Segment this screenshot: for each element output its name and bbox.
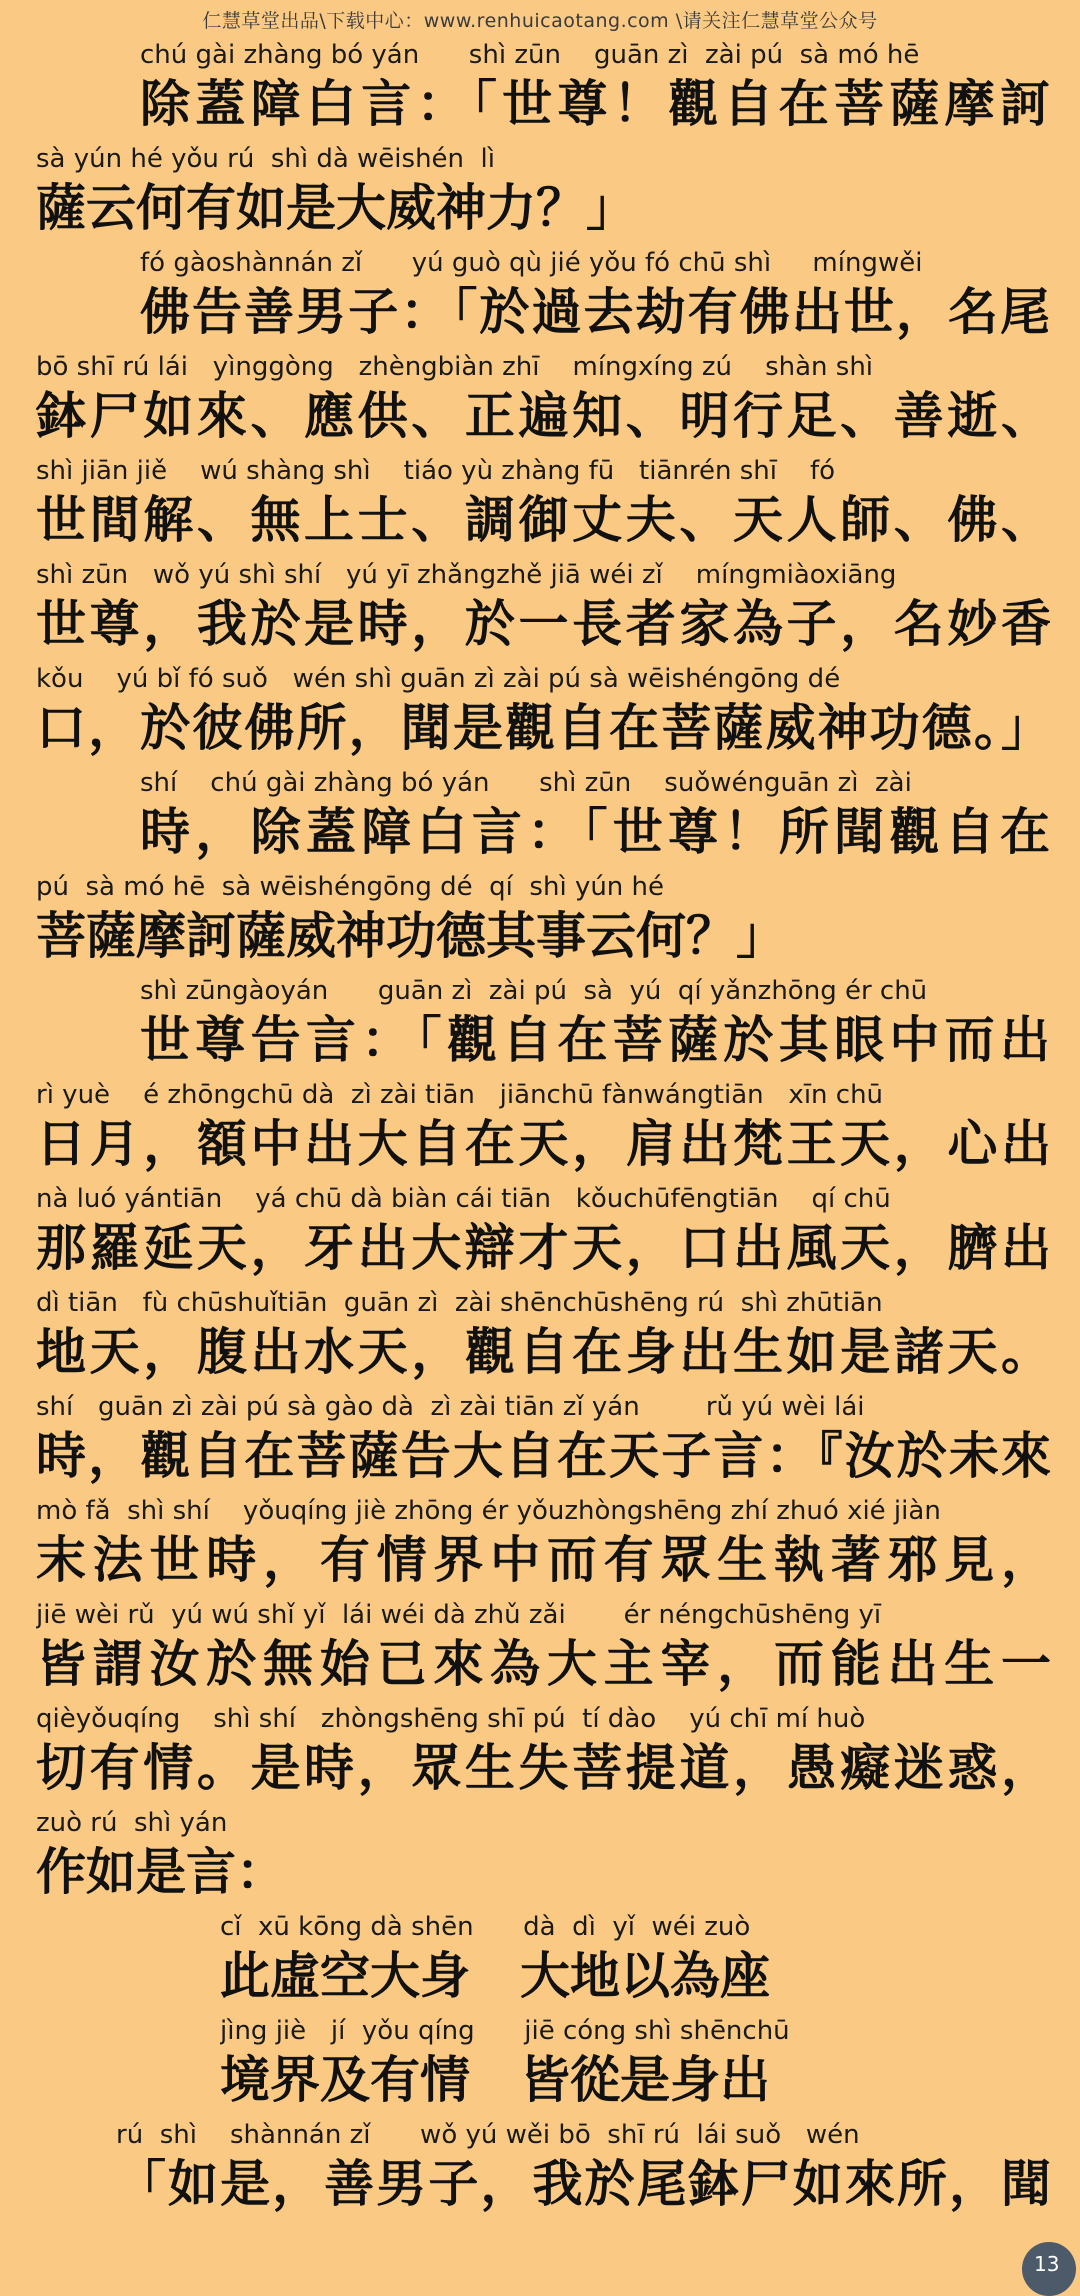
chinese-text: 皆謂汝於無始已來為大主宰，而能出生一 — [36, 1635, 1051, 1693]
chinese-text: 世尊告言：「觀自在菩薩於其眼中而出 — [140, 1011, 1050, 1069]
pinyin-annotation: fó gàoshànnán zǐ yú guò qù jié yǒu fó chū shì míngwěi — [140, 248, 923, 278]
chinese-text: 境界及有情 皆從是身出 — [220, 2051, 770, 2109]
verse-line — [220, 2016, 900, 2122]
verse-line — [220, 1912, 900, 2018]
text-line — [36, 1496, 1051, 1602]
text-line — [36, 1704, 1051, 1810]
pinyin-annotation: nà luó yántiān yá chū dà biàn cái tiān kǒuchūfēngtiān qí chū — [36, 1184, 891, 1214]
text-line — [36, 1288, 1051, 1394]
text-line — [36, 1080, 1051, 1186]
chinese-text: 時，除蓋障白言：「世尊！所聞觀自在 — [140, 803, 1050, 861]
chinese-text: 地天，腹出水天，觀自在身出生如是諸天。 — [36, 1323, 1051, 1381]
chinese-text: 日月，額中出大自在天，肩出梵王天，心出 — [36, 1115, 1051, 1173]
text-line — [140, 976, 1050, 1082]
pinyin-annotation: jìng jiè jí yǒu qíng jiē cóng shì shēnchū — [220, 2016, 790, 2046]
pinyin-annotation: mò fǎ shì shí yǒuqíng jiè zhōng ér yǒuzhòngshēng zhí zhuó xié jiàn — [36, 1496, 941, 1526]
text-line — [140, 248, 1050, 354]
page-number-badge: 13 — [1022, 2242, 1076, 2296]
chinese-text: 世尊，我於是時，於一長者家為子，名妙香 — [36, 595, 1051, 653]
chinese-text: 末法世時，有情界中而有眾生執著邪見， — [36, 1531, 1051, 1589]
chinese-text: 作如是言： — [36, 1843, 286, 1901]
pinyin-annotation: bō shī rú lái yìnggòng zhèngbiàn zhī míngxíng zú shàn shì — [36, 352, 874, 382]
text-line — [36, 1808, 1051, 1914]
chinese-text: 世間解、無上士、調御丈夫、天人師、佛、 — [36, 491, 1051, 549]
pinyin-annotation: shì zūn wǒ yú shì shí yú yī zhǎngzhě jiā wéi zǐ míngmiàoxiāng — [36, 560, 897, 590]
pinyin-annotation: shí guān zì zài pú sà gào dà zì zài tiān zǐ yán rǔ yú wèi lái — [36, 1392, 865, 1422]
chinese-text: 切有情。是時，眾生失菩提道，愚癡迷惑， — [36, 1739, 1051, 1797]
pinyin-annotation: shì jiān jiě wú shàng shì tiáo yù zhàng fū tiānrén shī fó — [36, 456, 836, 486]
text-line — [36, 872, 1051, 978]
pinyin-annotation: jiē wèi rǔ yú wú shǐ yǐ lái wéi dà zhǔ zǎi ér néngchūshēng yī — [36, 1600, 882, 1630]
chinese-text: 口，於彼佛所，聞是觀自在菩薩威神功德。」 — [36, 699, 1051, 757]
text-line — [36, 1600, 1051, 1706]
chinese-text: 除蓋障白言：「世尊！觀自在菩薩摩訶 — [140, 75, 1050, 133]
chinese-text: 佛告善男子：「於過去劫有佛出世，名尾 — [140, 283, 1050, 341]
pinyin-annotation: chú gài zhàng bó yán shì zūn guān zì zài pú sà mó hē — [140, 40, 920, 70]
pinyin-annotation: rì yuè é zhōngchū dà zì zài tiān jiānchū fànwángtiān xīn chū — [36, 1080, 884, 1110]
text-line — [36, 352, 1051, 458]
text-line — [36, 456, 1051, 562]
pinyin-annotation: shì zūngàoyán guān zì zài pú sà yú qí yǎnzhōng ér chū — [140, 976, 928, 1006]
chinese-text: 鉢尸如來、應供、正遍知、明行足、善逝、 — [36, 387, 1051, 445]
text-line — [36, 1392, 1051, 1498]
text-line — [140, 768, 1050, 874]
pinyin-annotation: shí chú gài zhàng bó yán shì zūn suǒwénguān zì zài — [140, 768, 912, 798]
pinyin-annotation: kǒu yú bǐ fó suǒ wén shì guān zì zài pú sà wēishéngōng dé — [36, 664, 841, 694]
pinyin-annotation: dì tiān fù chūshuǐtiān guān zì zài shēnchūshēng rú shì zhūtiān — [36, 1288, 883, 1318]
text-line — [116, 2120, 1051, 2226]
chinese-text: 菩薩摩訶薩威神功德其事云何？」 — [36, 907, 786, 965]
text-line — [36, 1184, 1051, 1290]
text-line — [36, 560, 1051, 666]
chinese-text: 此虛空大身 大地以為座 — [220, 1947, 770, 2005]
text-line — [140, 40, 1050, 146]
chinese-text: 時，觀自在菩薩告大自在天子言：『汝於未來 — [36, 1427, 1051, 1485]
header-banner: 仁慧草堂出品\下载中心：www.renhuicaotang.com \请关注仁慧草堂公众号 — [202, 10, 878, 32]
chinese-text: 薩云何有如是大威神力？」 — [36, 179, 636, 237]
pinyin-annotation: pú sà mó hē sà wēishéngōng dé qí shì yún hé — [36, 872, 665, 902]
pinyin-annotation: cǐ xū kōng dà shēn dà dì yǐ wéi zuò — [220, 1912, 751, 1942]
pinyin-annotation: sà yún hé yǒu rú shì dà wēishén lì — [36, 144, 495, 174]
text-line — [36, 664, 1051, 770]
pinyin-annotation: rú shì shànnán zǐ wǒ yú wěi bō shī rú lái suǒ wén — [116, 2120, 860, 2150]
chinese-text: 那羅延天，牙出大辯才天，口出風天，臍出 — [36, 1219, 1051, 1277]
pinyin-annotation: zuò rú shì yán — [36, 1808, 228, 1838]
chinese-text: 「如是，善男子，我於尾鉢尸如來所，聞 — [116, 2155, 1051, 2213]
text-line — [36, 144, 1051, 250]
pinyin-annotation: qièyǒuqíng shì shí zhòngshēng shī pú tí dào yú chī mí huò — [36, 1704, 866, 1734]
